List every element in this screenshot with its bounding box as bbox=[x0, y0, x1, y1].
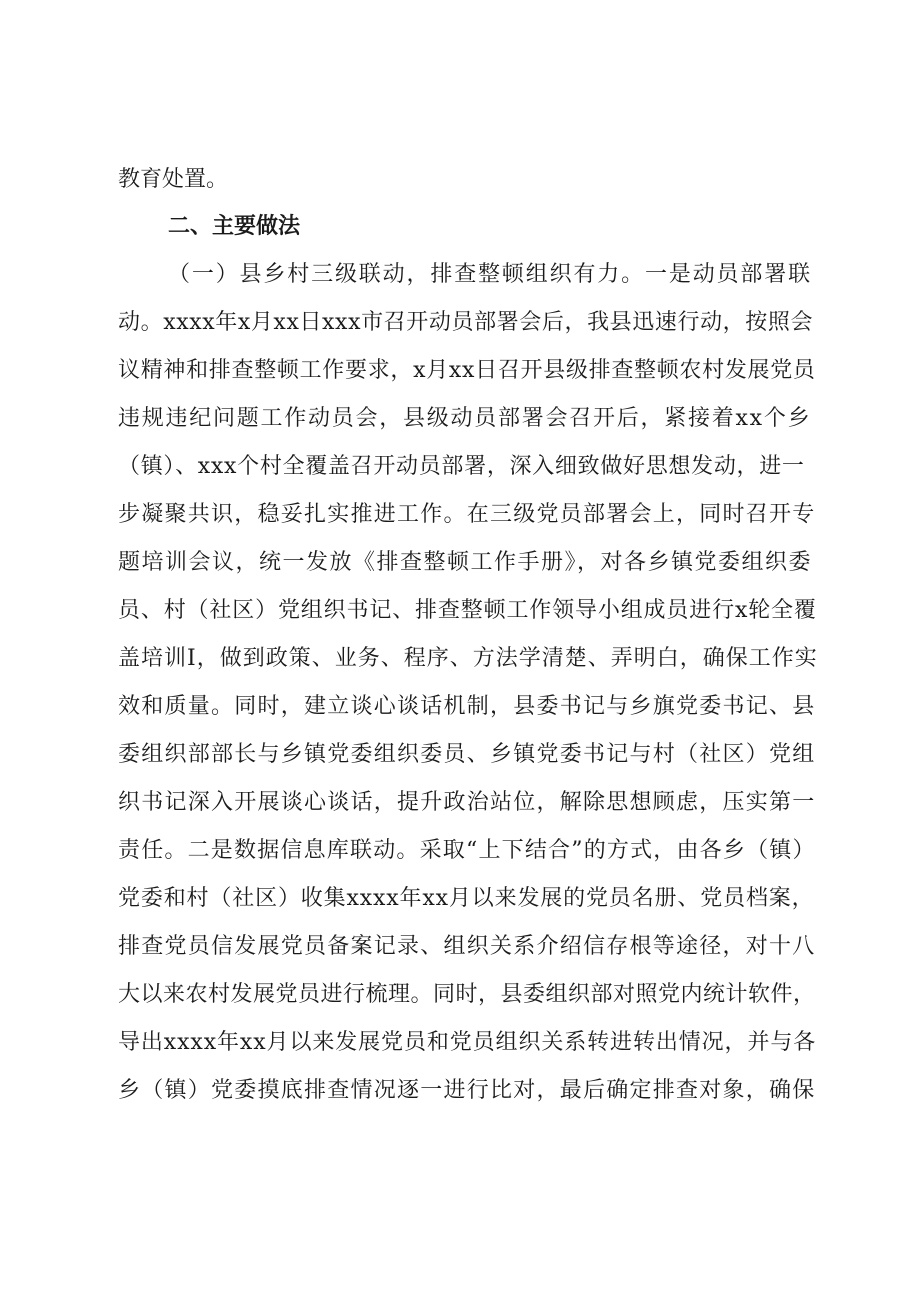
paragraph-line: 责任。二是数据信息库联动。采取“上下结合”的方式，由各乡（镇） bbox=[118, 838, 816, 863]
paragraph-line: 大以来农村发展党员进行梳理。同时，县委组织部对照党内统计软件， bbox=[118, 982, 816, 1007]
paragraph-line: 动。xxxx年x月xx日xxx市召开动员部署会后，我县迅速行动，按照会 bbox=[118, 310, 814, 335]
paragraph-line: 效和质量。同时，建立谈心谈话机制，县委书记与乡旗党委书记、县 bbox=[118, 694, 816, 719]
paragraph-line: 教育处置。 bbox=[118, 167, 229, 192]
paragraph-line: 步凝聚共识，稳妥扎实推进工作。在三级党员部署会上，同时召开专 bbox=[118, 502, 816, 527]
paragraph-line: 题培训会议，统一发放《排查整顿工作手册》，对各乡镇党委组织委 bbox=[118, 550, 813, 575]
paragraph-line: 议精神和排查整顿工作要求，x月xx日召开县级排查整顿农村发展党员 bbox=[118, 358, 816, 383]
paragraph-line: 员、村（社区）党组织书记、排查整顿工作领导小组成员进行x轮全覆 bbox=[118, 598, 817, 623]
paragraph-line: 织书记深入开展谈心谈话，提升政治站位，解除思想顾虑，压实第一 bbox=[118, 790, 816, 815]
paragraph-line: （一）县乡村三级联动，排查整顿组织有力。一是动员部署联 bbox=[168, 262, 812, 287]
paragraph-line: 委组织部部长与乡镇党委组织委员、乡镇党委书记与村（社区）党组 bbox=[118, 742, 816, 767]
paragraph-line: 违规违纪问题工作动员会，县级动员部署会召开后，紧接着xx个乡 bbox=[118, 406, 812, 431]
paragraph-line: 导出xxxx年xx月以来发展党员和党员组织关系转进转出情况，并与各 bbox=[118, 1030, 817, 1055]
paragraph-line: 排查党员信发展党员备案记录、组织关系介绍信存根等途径，对十八 bbox=[118, 934, 816, 959]
paragraph-line: 盖培训I，做到政策、业务、程序、方法学清楚、弄明白，确保工作实 bbox=[118, 646, 818, 671]
paragraph-line: 党委和村（社区）收集xxxx年xx月以来发展的党员名册、党员档案， bbox=[118, 886, 815, 911]
paragraph-line: 乡（镇）党委摸底排查情况逐一进行比对，最后确定排查对象，确保 bbox=[118, 1078, 816, 1103]
paragraph-line: （镇）、xxx个村全覆盖召开动员部署，深入细致做好思想发动，进一 bbox=[118, 454, 805, 479]
section-heading: 二、主要做法 bbox=[168, 214, 301, 239]
